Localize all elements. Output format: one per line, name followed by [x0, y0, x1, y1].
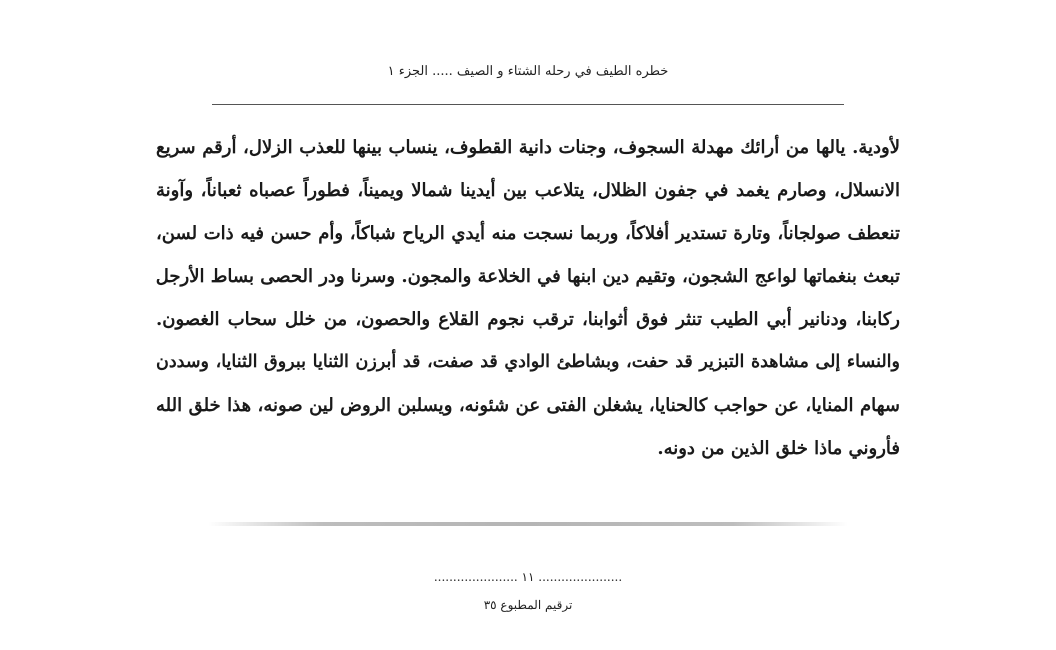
page-number: ...................... ١١ ......................	[433, 570, 623, 584]
footer-divider	[208, 522, 848, 526]
print-page-number: ترقيم المطبوع ٣٥	[483, 598, 573, 612]
text-line: تنعطف صولجاناً، وتارة تستدير أفلاكاً، وربما نسجت منه أيدي الرياح شباكاً، وأم حسن فيه ذات لسن،	[156, 223, 900, 244]
body-paragraph	[156, 126, 900, 470]
text-line: الانسلال، وصارم يغمد في جفون الظلال، يتلاعب بين أيدينا شمالا ويميناً، فطوراً عصباه ثعباناً، وآونة	[156, 180, 900, 201]
header-divider	[212, 104, 844, 105]
text-line: والنساء إلى مشاهدة التبزير قد حفت، وبشاطئ الوادي قد صفت، قد أبرزن الثنايا ببروق الثنايا، وسددن	[156, 352, 900, 372]
text-line: فأروني ماذا خلق الذين من دونه.	[657, 438, 900, 459]
text-line: تبعث بنغماتها لواعج الشجون، وتقيم دين ابنها في الخلاعة والمجون. وسرنا ودر الحصى بساط الأرجل	[155, 266, 900, 287]
text-line: سهام المنايا، عن حواجب كالحنايا، يشغلن الفتى عن شئونه، ويسلبن الروض لين صونه، هذا خلق الله	[156, 395, 900, 416]
text-line: لأودية. يالها من أرائك مهدلة السجوف، وجنات دانية القطوف، ينساب بينها للعذب الزلال، أرقم سريع	[156, 137, 900, 158]
running-header-title: خطره الطيف في رحله الشتاء و الصيف ..... الجزء ١	[387, 64, 669, 79]
text-line: ركابنا، ودنانير أبي الطيب تنثر فوق أثوابنا، ترقب نجوم القلاع والحصون، من خلل سحاب الغصون.	[156, 309, 900, 330]
